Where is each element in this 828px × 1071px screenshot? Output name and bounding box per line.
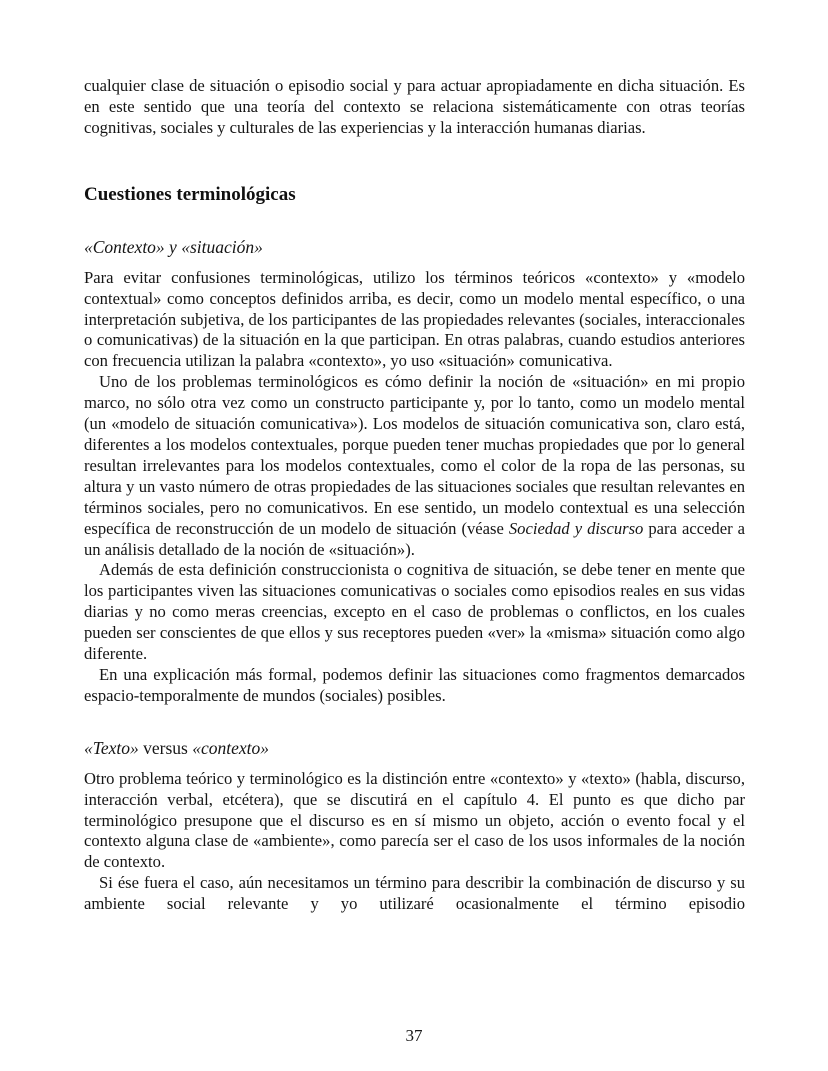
paragraph-situation-models <box>84 372 745 560</box>
paragraph-formal-definition: En una explicación más formal, podemos definir las situaciones como fragmentos demarcados espacio-temporalmente de mundos (sociales) posibles. <box>84 664 745 705</box>
paragraph-episodio: Si ése fuera el caso, aún necesitamos un término para describir la combinación de discurso y su ambiente social relevante y yo utilizaré ocasionalmente el término episodio <box>84 873 745 914</box>
paragraph-text-context-distinction: Otro problema teórico y terminológico es la distinción entre «contexto» y «texto» (habla, discurso, interacción verbal, etcétera), que se discutirá en el capítulo 4. El punto es que dicho par terminológico presupone que el discurso es en sí mismo un objeto, acción o evento focal y el contexto alguna clase de «ambiente», como parecía ser el caso de los usos informales de la noción de contexto. <box>84 768 745 872</box>
subheading-contexto: «contexto» <box>192 737 270 758</box>
paragraph-situation-models-tail: para acceder a un análisis detallado de la noción de «situación»). <box>84 518 745 559</box>
subheading-contexto-situacion: «Contexto» y «situación» <box>84 236 263 257</box>
subheading-texto: «Texto» <box>84 737 139 758</box>
section-heading: Cuestiones terminológicas <box>84 183 296 205</box>
paragraph-terminology: Para evitar confusiones terminológicas, utilizo los términos teóricos «contexto» y «modelo contextual» como conceptos definidos arriba, es decir, como un modelo mental específico, o una interpretación subjetiva, de los participantes de las propiedades relevantes (sociales, interaccionales o comunicativas) de la situación en la que participan. En otras palabras, cuando estudios anteriores con frecuencia utilizan la palabra «contexto», yo uso «situación» comunicativa. <box>84 267 745 371</box>
book-title-sociedad-y-discurso: Sociedad y discurso <box>508 518 644 538</box>
page-number: 37 <box>405 1026 423 1045</box>
subheading-texto-versus-contexto <box>84 738 745 759</box>
subheading-versus: versus <box>138 737 193 758</box>
paragraph-constructionist-definition: Además de esta definición construccionista o cognitiva de situación, se debe tener en mente que los participantes viven las situaciones comunicativas o sociales como episodios reales en sus vidas diarias y no como meras creencias, excepto en el caso de problemas o conflictos, en los cuales pueden ser conscientes de que ellos y sus receptores pueden «ver» la «misma» situación como algo diferente. <box>84 560 745 664</box>
text-column <box>84 76 745 915</box>
paragraph-intro: cualquier clase de situación o episodio social y para actuar apropiadamente en dicha situación. Es en este sentido que una teoría del contexto se relaciona sistemáticamente con otras teorías cognitivas, sociales y culturales de las experiencias y la interacción humanas diarias. <box>84 76 745 137</box>
paragraph-situation-models-text: Uno de los problemas terminológicos es cómo definir la noción de «situación» en mi propio marco, no sólo otra vez como un constructo participante y, por lo tanto, como un modelo mental (un «modelo de situación comunicativa»). Los modelos de situación comunicativa son, claro está, diferentes a los modelos contextuales, porque pueden tener muchas propiedades que por lo general resultan irrelevantes para los modelos contextuales, como el color de la ropa de las personas, su altura y un vasto número de otras propiedades de las situaciones sociales que resultan relevantes en términos sociales, pero no comunicativos. En ese sentido, un modelo contextual es una selección específica de reconstrucción de un modelo de situación (véase <box>84 372 745 538</box>
